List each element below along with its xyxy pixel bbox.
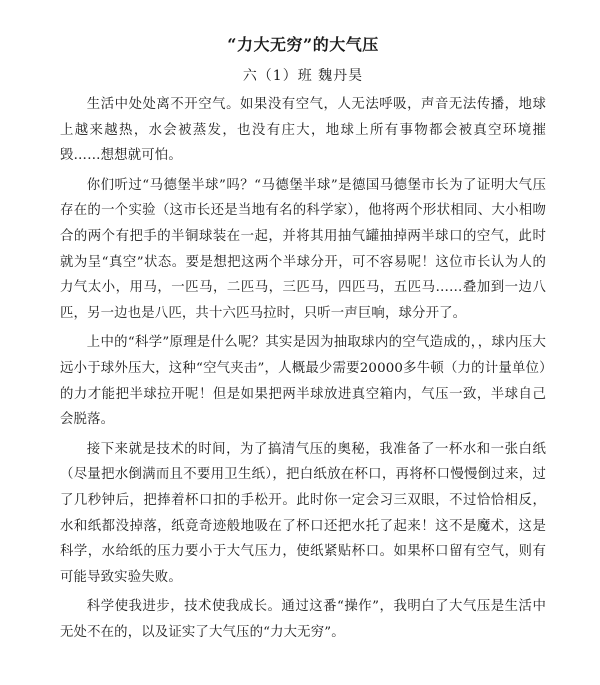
paragraph-4: 接下来就是技术的时间，为了搞清气压的奥秘，我准备了一杯水和一张白纸（尽量把水倒满而且不要用卫生纸），把白纸放在杯口，再将杯口慢慢倒过来，过了几秒钟后，把捧着杯口扣的手松开。此时你一定会习三双眼，不过恰恰相反，水和纸都没掉落，纸竟奇迹般地吸在了杯口还把水托了起来！这不是魔术，这是科学，水给纸的压力要小于大气压力，使纸紧贴杯口。如果杯口留有空气，则有可能导致实验失败。: [60, 441, 546, 585]
paragraph-1: 生活中处处离不开空气。如果没有空气，人无法呼吸，声音无法传播，地球上越来越热，水会被蒸发，也没有庄大，地球上所有事物都会被真空环境摧毁……想想就可怕。: [60, 97, 546, 164]
paragraph-2: 你们听过“马德堡半球”吗？“马德堡半球”是德国马德堡市长为了证明大气压存在的一个实验（这市长还是当地有名的科学家），他将两个形状相同、大小相吻合的两个有把手的半铜球装在一起，并将其用抽气罐抽掉两半球口的空气，此时就为呈“真空”状态。要是想把这两个半球分开，可不容易呢！这位市长认为人的力气太小，用马，一匹马，二匹马，三匹马，四匹马，五匹马……叠加到一边八匹，另一边也是八匹，共十六匹马拉时，只听一声巨响，球分开了。: [60, 177, 546, 321]
author-byline: 六（1）班 魏丹昊: [242, 68, 364, 84]
paragraph-5: 科学使我进步，技术使我成长。通过这番“操作”，我明白了大气压是生活中无处不在的，以及证实了大气压的“力大无穷”。: [60, 599, 546, 640]
paragraph-3: 上中的“科学”原理是什么呢？其实是因为抽取球内的空气造成的，，球内压大远小于球外压大，这种“空气夹击”，人概最少需要20000多牛顿（力的计量单位）的力才能把半球拉开呢！但是如果把两半球放进真空箱内，气压一致，半球自己会脱落。: [60, 335, 546, 428]
essay-title: “力大无穷”的大气压: [227, 35, 379, 54]
